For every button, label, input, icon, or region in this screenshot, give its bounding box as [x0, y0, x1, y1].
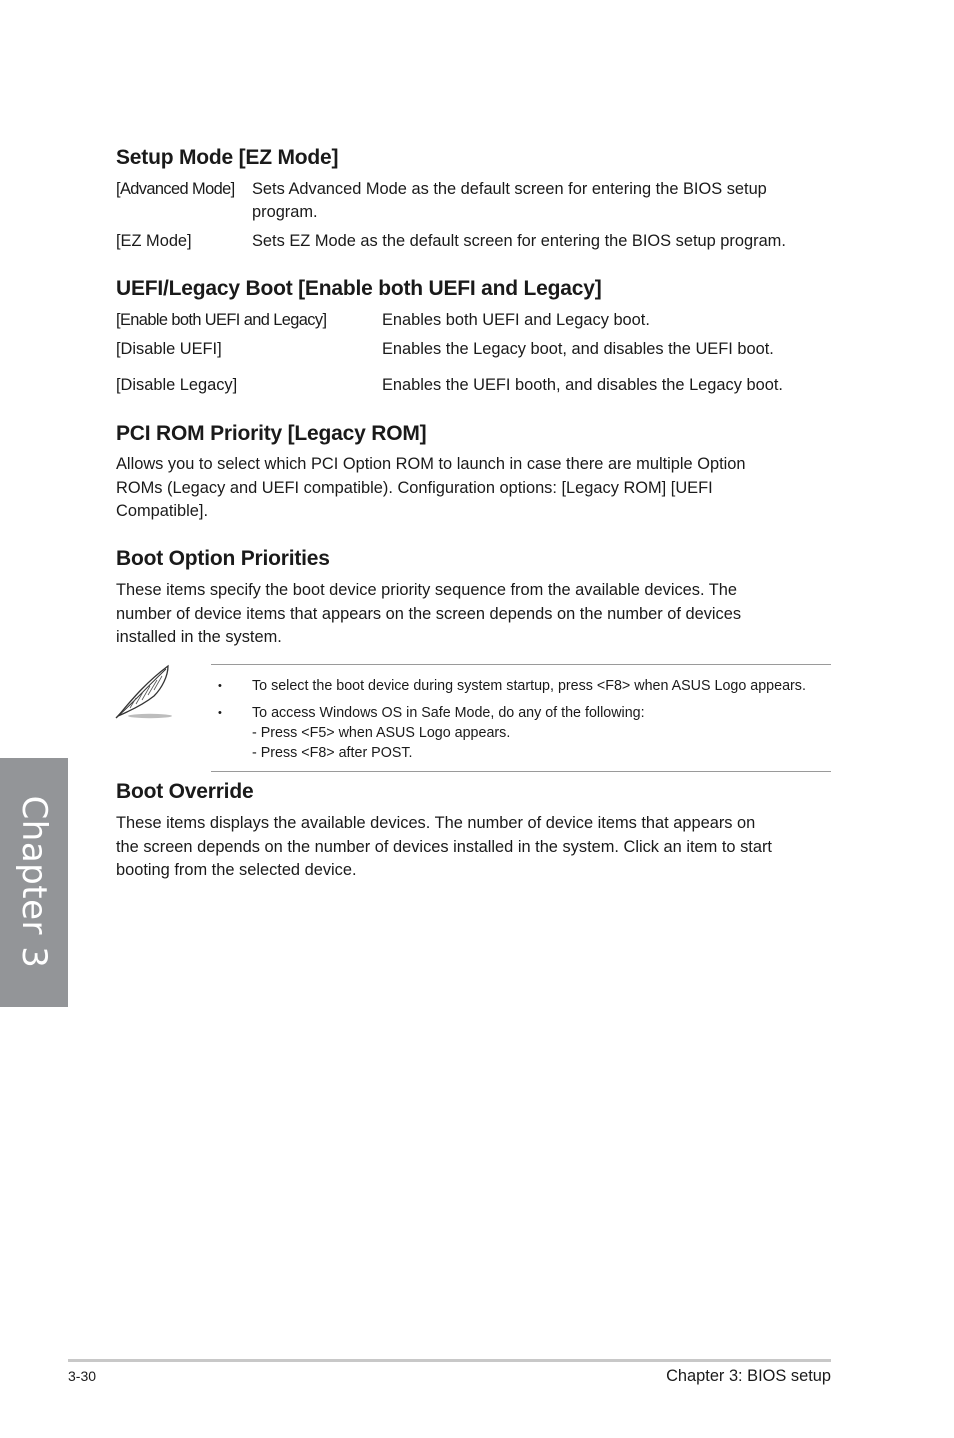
boot-priorities-line-1: These items specify the boot device priority sequence from the available devices. The	[116, 581, 738, 599]
footer-divider	[68, 1359, 831, 1362]
boot-priorities-line-2: number of device items that appears on the screen depends on the number of devices	[116, 604, 742, 623]
option-desc-advanced-mode-cont: program.	[252, 203, 318, 221]
option-desc-disable-uefi: Enables the Legacy boot, and disables the UEFI boot.	[382, 340, 774, 358]
option-name-ez-mode: [EZ Mode]	[116, 232, 192, 250]
pci-rom-line-3: Compatible].	[116, 502, 209, 520]
section-title-boot-override: Boot Override	[116, 780, 254, 803]
boot-override-line-2: the screen depends on the number of devices installed in the system. Click an item to start	[116, 837, 772, 856]
section-title-pci-rom: PCI ROM Priority [Legacy ROM]	[116, 422, 427, 445]
note-bullet-1: •	[218, 680, 222, 692]
option-name-disable-uefi: [Disable UEFI]	[116, 340, 222, 358]
chapter-tab-label: Chapter 3	[14, 795, 54, 969]
section-title-setup-mode: Setup Mode [EZ Mode]	[116, 146, 339, 169]
section-title-boot-priorities: Boot Option Priorities	[116, 547, 330, 570]
boot-priorities-paragraph	[116, 579, 816, 650]
boot-override-line-3: booting from the selected device.	[116, 861, 357, 879]
note-bullet-2: •	[218, 707, 222, 719]
note-item-2: To access Windows OS in Safe Mode, do any of the following:	[252, 705, 645, 721]
option-name-enable-both: [Enable both UEFI and Legacy]	[116, 311, 327, 329]
note-item-1: To select the boot device during system startup, press <F8> when ASUS Logo appears.	[252, 678, 806, 694]
note-item-2-sub-1: - Press <F5> when ASUS Logo appears.	[252, 725, 511, 741]
boot-override-line-1: These items displays the available devices. The number of device items that appears on	[116, 814, 756, 832]
option-desc-advanced-mode: Sets Advanced Mode as the default screen for entering the BIOS setup	[252, 180, 767, 198]
note-top-divider	[211, 664, 831, 665]
option-desc-enable-both: Enables both UEFI and Legacy boot.	[382, 311, 650, 329]
note-bottom-divider	[211, 771, 831, 772]
option-desc-ez-mode: Sets EZ Mode as the default screen for entering the BIOS setup program.	[252, 232, 786, 250]
section-title-uefi-legacy: UEFI/Legacy Boot [Enable both UEFI and Legacy]	[116, 277, 602, 300]
option-name-advanced-mode: [Advanced Mode]	[116, 180, 235, 198]
page-number: 3-30	[68, 1368, 97, 1384]
note-item-2-sub-2: - Press <F8> after POST.	[252, 745, 413, 761]
feather-pen-icon	[114, 664, 174, 722]
option-desc-disable-legacy: Enables the UEFI booth, and disables the Legacy boot.	[382, 376, 783, 394]
boot-priorities-line-3: installed in the system.	[116, 628, 282, 646]
chapter-tab	[0, 758, 68, 1007]
footer-chapter-title: Chapter 3: BIOS setup	[666, 1367, 831, 1385]
boot-override-paragraph	[116, 812, 836, 883]
pci-rom-line-1: Allows you to select which PCI Option ROM to launch in case there are multiple Option	[116, 455, 746, 473]
option-name-disable-legacy: [Disable Legacy]	[116, 376, 238, 394]
pci-rom-paragraph	[116, 453, 816, 524]
pci-rom-line-2: ROMs (Legacy and UEFI compatible). Configuration options: [Legacy ROM] [UEFI	[116, 478, 713, 497]
